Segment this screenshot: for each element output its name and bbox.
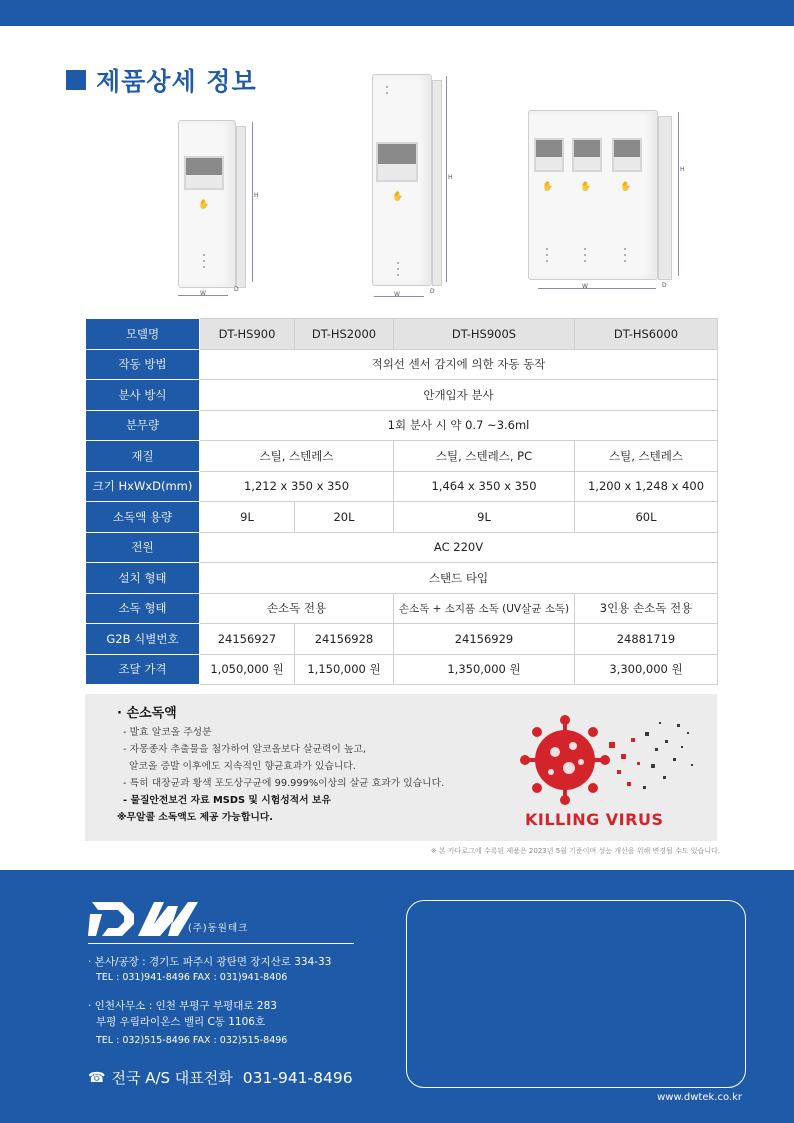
branch-address: · 인천사무소 : 인천 부평구 부평대로 283 [88, 1000, 277, 1012]
row-label: 모델명 [86, 319, 200, 350]
disinfectant-details [117, 724, 503, 826]
killing-virus-label: KILLING VIRUS [525, 810, 664, 829]
website-link[interactable]: www.dwtek.co.kr [657, 1092, 742, 1103]
table-cell: 24156927 [200, 624, 295, 655]
table-row [86, 441, 718, 472]
table-cell: 60L [575, 502, 718, 533]
table-cell: DT-HS6000 [575, 319, 718, 350]
as-hotline [88, 1067, 353, 1088]
page-title: 제품상세 정보 [96, 67, 257, 96]
virus-icon [505, 702, 705, 812]
detail-line: ※무알콜 소독액도 제공 가능합니다. [117, 812, 273, 823]
dim-label-h: H [254, 192, 259, 199]
title-square-icon [66, 70, 86, 90]
table-row [86, 410, 718, 441]
company-name: (주)동원테크 [188, 923, 249, 934]
table-row [86, 502, 718, 533]
spec-table [85, 318, 718, 685]
footer [0, 870, 794, 1123]
row-label: 분사 방식 [86, 380, 200, 411]
detail-line: - 발효 알코올 주성분 [123, 727, 212, 738]
section-title [66, 62, 257, 98]
row-label: 작동 방법 [86, 349, 200, 380]
table-cell: DT-HS900S [394, 319, 575, 350]
as-number: 031-941-8496 [242, 1068, 353, 1087]
table-row [86, 563, 718, 594]
table-cell: 스틸, 스텐레스 [575, 441, 718, 472]
table-cell: 안개입자 분사 [200, 380, 718, 411]
table-cell: DT-HS2000 [295, 319, 394, 350]
hq-address: · 본사/공장 : 경기도 파주시 광탄면 장지산로 334-33 [88, 956, 332, 968]
table-cell: 1,150,000 원 [295, 654, 394, 685]
table-cell: 손소독 전용 [200, 593, 394, 624]
catalog-footnote: ※ 본 카다로그에 수록된 제품은 2023년 5월 기준이며 성능 개선을 위해 변경될 수도 있습니다. [430, 847, 720, 855]
table-cell: 3인용 손소독 전용 [575, 593, 718, 624]
table-row [86, 319, 718, 350]
table-cell: 24156928 [295, 624, 394, 655]
dim-label-w: W [394, 291, 400, 298]
dim-label-w: W [200, 290, 206, 297]
table-cell: 손소독 + 소지품 소독 (UV살균 소독) [394, 593, 575, 624]
row-label: 소독액 용량 [86, 502, 200, 533]
row-label: G2B 식별번호 [86, 624, 200, 655]
hq-tel: TEL : 031)941-8496 FAX : 031)941-8406 [96, 972, 288, 983]
table-cell: 스틸, 스텐레스, PC [394, 441, 575, 472]
table-cell: 스탠드 타입 [200, 563, 718, 594]
dim-label-h: H [448, 174, 453, 181]
table-cell: 스틸, 스텐레스 [200, 441, 394, 472]
product-image-hs6000: ✋ ✋ ✋ H W D [522, 104, 692, 304]
dim-label-d: D [430, 288, 435, 295]
branch-address-block [88, 998, 287, 1049]
dim-label-w: W [582, 283, 588, 290]
table-cell: 24156929 [394, 624, 575, 655]
product-image-hs900: ✋ H W D [168, 112, 258, 302]
row-label: 재질 [86, 441, 200, 472]
table-cell: 24881719 [575, 624, 718, 655]
detail-line: - 자몽종자 추출물을 첨가하여 알코올보다 살균력이 높고, [123, 744, 367, 755]
disinfectant-heading: · 손소독액 [117, 706, 177, 721]
table-cell: DT-HS900 [200, 319, 295, 350]
table-row [86, 624, 718, 655]
table-row [86, 349, 718, 380]
table-cell: 3,300,000 원 [575, 654, 718, 685]
table-cell: 1,212 x 350 x 350 [200, 471, 394, 502]
blank-stamp-box [406, 900, 746, 1088]
table-row [86, 654, 718, 685]
as-label: 전국 A/S 대표전화 [111, 1069, 233, 1087]
table-row [86, 532, 718, 563]
top-bar [0, 0, 794, 26]
disinfectant-panel [85, 694, 717, 841]
row-label: 크기 HxWxD(mm) [86, 471, 200, 502]
table-cell: 적외선 센서 감지에 의한 자동 동작 [200, 349, 718, 380]
dim-label-d: D [662, 282, 667, 289]
table-row [86, 380, 718, 411]
row-label: 설치 형태 [86, 563, 200, 594]
dim-label-h: H [680, 166, 685, 173]
row-label: 소독 형태 [86, 593, 200, 624]
branch-address-cont: 부평 우림라이온스 밸리 C동 1106호 [96, 1016, 266, 1028]
table-row [86, 593, 718, 624]
table-cell: 1,464 x 350 x 350 [394, 471, 575, 502]
row-label: 분무량 [86, 410, 200, 441]
product-image-hs2000: ✋ H W D [362, 70, 452, 302]
table-cell: 1회 분사 시 약 0.7 ~3.6ml [200, 410, 718, 441]
detail-line: - 특히 대장균과 황색 포도상구균에 99.999%이상의 살균 효과가 있습니다. [123, 778, 445, 789]
table-row [86, 471, 718, 502]
dim-label-d: D [234, 286, 239, 293]
table-cell: 9L [200, 502, 295, 533]
table-cell: 9L [394, 502, 575, 533]
table-cell: AC 220V [200, 532, 718, 563]
row-label: 전원 [86, 532, 200, 563]
branch-tel: TEL : 032)515-8496 FAX : 032)515-8496 [96, 1035, 288, 1046]
detail-line: - 물질안전보건 자료 MSDS 및 시험성적서 보유 [123, 795, 331, 806]
hq-address-block [88, 954, 331, 986]
table-cell: 20L [295, 502, 394, 533]
phone-icon: ☎ [88, 1069, 106, 1086]
footer-divider [88, 943, 354, 944]
row-label: 조달 가격 [86, 654, 200, 685]
table-cell: 1,200 x 1,248 x 400 [575, 471, 718, 502]
table-cell: 1,050,000 원 [200, 654, 295, 685]
table-cell: 1,350,000 원 [394, 654, 575, 685]
detail-line: 알코올 증발 이후에도 지속적인 향균효과가 있습니다. [129, 761, 356, 772]
